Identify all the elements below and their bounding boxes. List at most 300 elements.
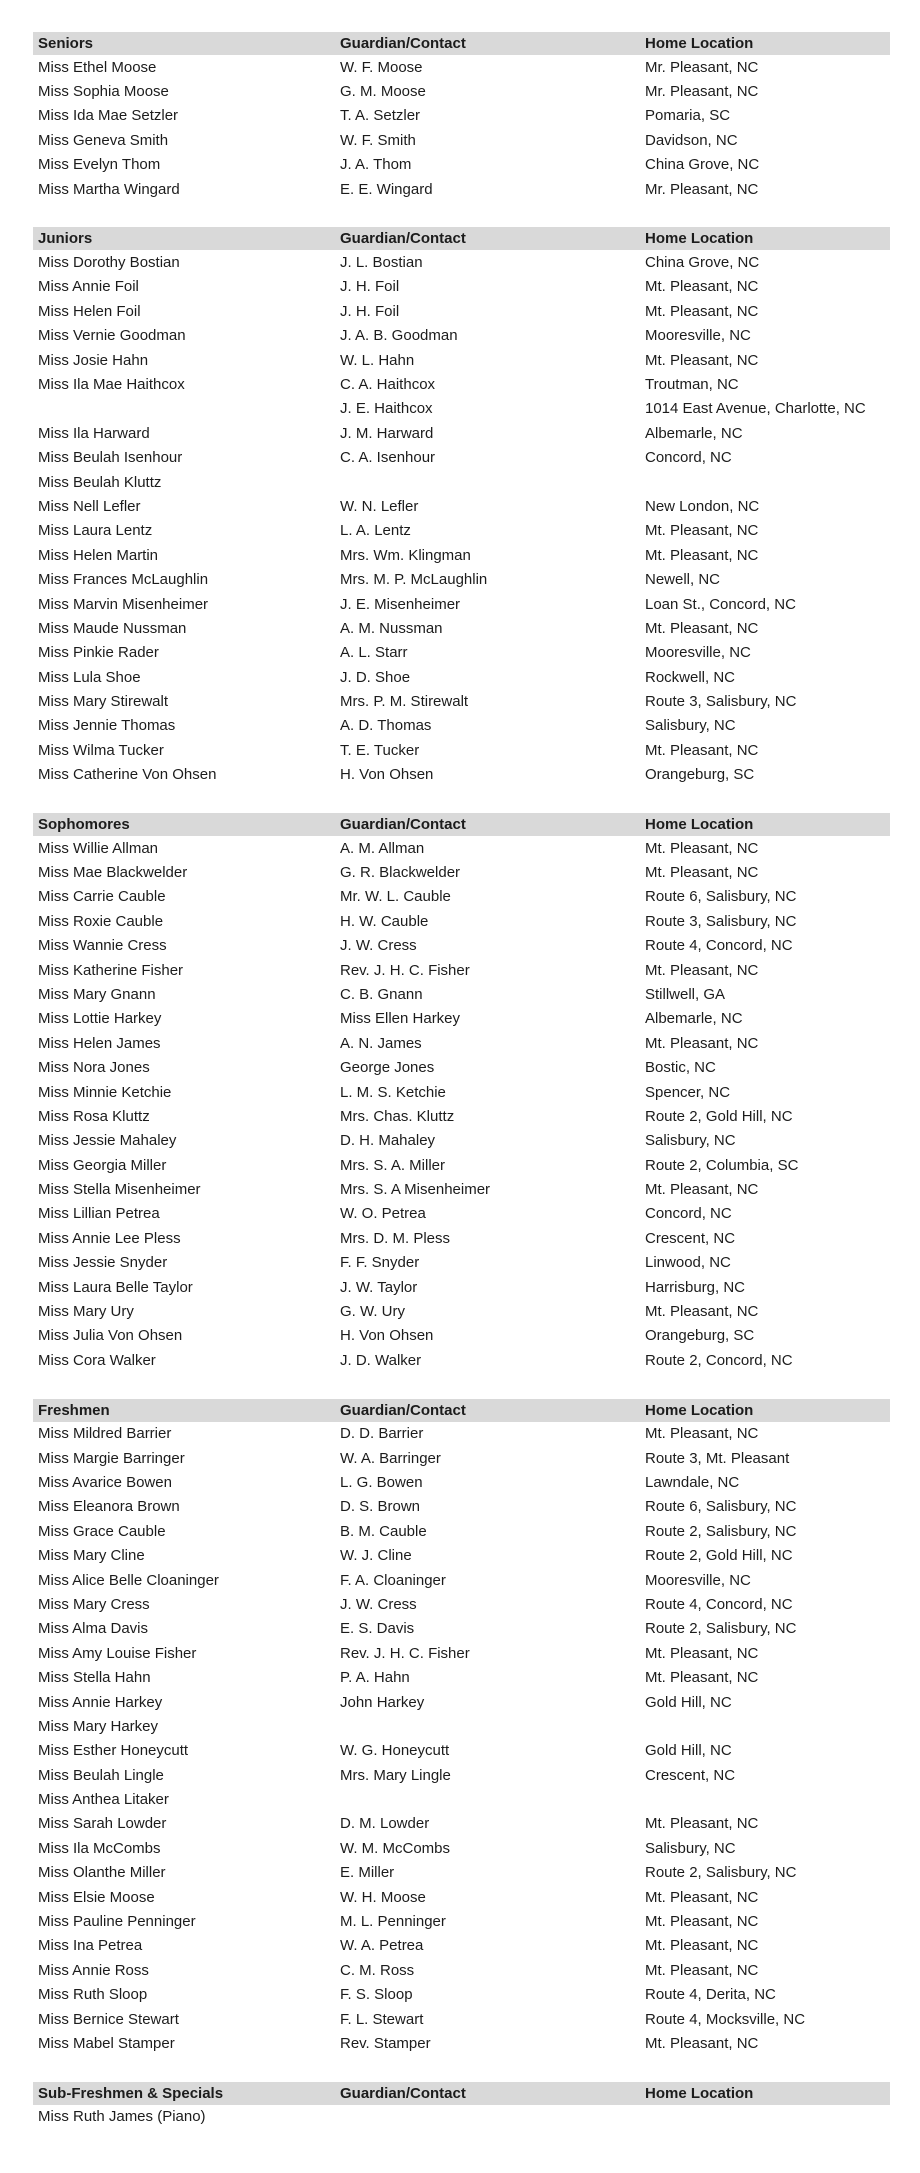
home-location: Stillwell, GA: [645, 985, 726, 1003]
guardian-name: J. W. Cress: [340, 1595, 417, 1613]
guardian-name: B. M. Cauble: [340, 1522, 427, 1540]
student-name: Miss Ethel Moose: [38, 58, 157, 76]
guardian-name: Rev. J. H. C. Fisher: [340, 961, 470, 979]
home-location: Mr. Pleasant, NC: [645, 180, 759, 198]
student-name: Miss Jessie Snyder: [38, 1254, 168, 1272]
student-name: Miss Catherine Von Ohsen: [38, 766, 217, 784]
home-location: Salisbury, NC: [645, 1839, 736, 1857]
student-name: Miss Beulah Isenhour: [38, 449, 183, 467]
student-name: Miss Mary Cline: [38, 1547, 145, 1565]
home-location: Mt. Pleasant, NC: [645, 2034, 759, 2052]
home-location: Mt. Pleasant, NC: [645, 1913, 759, 1931]
home-location: Mr. Pleasant, NC: [645, 58, 759, 76]
student-row: [38, 836, 920, 860]
student-row: [38, 1177, 920, 1201]
home-location: Route 2, Gold Hill, NC: [645, 1547, 793, 1565]
home-location: Albemarle, NC: [645, 1010, 743, 1028]
home-location: New London, NC: [645, 497, 760, 515]
guardian-name: L. A. Lentz: [340, 522, 411, 540]
student-row: [38, 616, 920, 640]
student-name: Miss Nell Lefler: [38, 497, 141, 515]
home-location: Route 2, Salisbury, NC: [645, 1620, 797, 1638]
guardian-name: J. H. Foil: [340, 302, 400, 320]
guardian-name: F. S. Sloop: [340, 1986, 413, 2004]
home-location: Route 2, Concord, NC: [645, 1351, 793, 1369]
student-row: [38, 934, 920, 958]
guardian-name: G. R. Blackwelder: [340, 864, 461, 882]
guardian-name: H. Von Ohsen: [340, 766, 434, 784]
student-name: Miss Beulah Lingle: [38, 1766, 164, 1784]
home-location: Mt. Pleasant, NC: [645, 839, 759, 857]
student-row: [38, 1983, 920, 2007]
guardian-contact-column-header: Guardian/Contact: [340, 35, 466, 52]
guardian-name: C. A. Isenhour: [340, 449, 436, 467]
home-location-column-header: Home Location: [645, 815, 754, 833]
student-name: Miss Annie Lee Pless: [38, 1229, 181, 1247]
student-row: [38, 348, 920, 372]
student-row: [38, 519, 920, 543]
student-name: Miss Martha Wingard: [38, 180, 180, 198]
home-location: Mt. Pleasant, NC: [645, 302, 759, 320]
guardian-contact-column-header: Guardian/Contact: [340, 1401, 466, 1419]
home-location: Linwood, NC: [645, 1254, 731, 1272]
home-location: Gold Hill, NC: [645, 1742, 732, 1760]
student-name: Miss Dorothy Bostian: [38, 254, 180, 272]
guardian-name: W. L. Hahn: [340, 351, 415, 369]
student-row: [38, 1641, 920, 1665]
student-name: Miss Jessie Mahaley: [38, 1132, 177, 1150]
student-row: [38, 1861, 920, 1885]
student-name: Miss Geneva Smith: [38, 131, 169, 149]
guardian-name: George Jones: [340, 1059, 435, 1077]
student-row: [38, 738, 920, 762]
section-rows: [0, 836, 920, 1373]
home-location: Route 2, Columbia, SC: [645, 1156, 799, 1174]
student-row: [38, 1714, 920, 1738]
student-row: [38, 1422, 920, 1446]
student-row: [38, 1787, 920, 1811]
student-name: Miss Ila Mae Haithcox: [38, 375, 185, 393]
student-name: Miss Margie Barringer: [38, 1449, 185, 1467]
guardian-name: Mrs. S. A Misenheimer: [340, 1181, 491, 1199]
home-location: Mt. Pleasant, NC: [645, 864, 759, 882]
home-location-column-header: Home Location: [645, 2084, 754, 2102]
student-row: [38, 1934, 920, 1958]
guardian-name: W. A. Barringer: [340, 1449, 441, 1467]
student-name: Miss Sarah Lowder: [38, 1815, 167, 1833]
home-location: China Grove, NC: [645, 254, 760, 272]
student-row: [38, 1739, 920, 1763]
guardian-name: J. E. Misenheimer: [340, 595, 461, 613]
student-row: [38, 494, 920, 518]
student-name: Miss Mae Blackwelder: [38, 864, 188, 882]
student-name: Miss Annie Harkey: [38, 1693, 163, 1711]
home-location: Route 4, Concord, NC: [645, 1595, 793, 1613]
home-location: Lawndale, NC: [645, 1474, 740, 1491]
guardian-name: F. L. Stewart: [340, 2010, 424, 2028]
student-row: [38, 763, 920, 787]
student-name: Miss Josie Hahn: [38, 351, 149, 369]
guardian-name: W. G. Honeycutt: [340, 1742, 450, 1760]
home-location: Mt. Pleasant, NC: [645, 546, 759, 564]
guardian-name: J. L. Bostian: [340, 254, 423, 272]
guardian-name: J. D. Shoe: [340, 668, 411, 686]
student-name: Miss Maude Nussman: [38, 619, 187, 637]
guardian-contact-column-header: Guardian/Contact: [340, 230, 466, 248]
home-location: Mt. Pleasant, NC: [645, 619, 759, 637]
student-row: [38, 1568, 920, 1592]
home-location-column-header: Home Location: [645, 230, 754, 248]
home-location: Concord, NC: [645, 449, 732, 467]
guardian-name: J. W. Taylor: [340, 1278, 418, 1296]
section-title: Seniors: [38, 35, 94, 52]
student-row: [38, 177, 920, 201]
home-location: Mooresville, NC: [645, 327, 751, 345]
home-location: Route 3, Salisbury, NC: [645, 693, 797, 711]
guardian-contact-column-header: Guardian/Contact: [340, 815, 466, 833]
student-name: Miss Esther Honeycutt: [38, 1742, 189, 1760]
section-header: [33, 813, 890, 836]
student-name: Miss Helen Martin: [38, 546, 159, 564]
student-row: [38, 1543, 920, 1567]
section-title: Sub-Freshmen & Specials: [38, 2084, 224, 2102]
section-header: [33, 32, 890, 55]
guardian-name: F. A. Cloaninger: [340, 1571, 446, 1589]
guardian-name: G. M. Moose: [340, 83, 426, 101]
student-row: [38, 1665, 920, 1689]
student-row: [38, 55, 920, 79]
home-location: Orangeburg, SC: [645, 766, 755, 784]
student-row: [38, 1617, 920, 1641]
guardian-name: T. A. Setzler: [340, 107, 421, 125]
student-name: Miss Ina Petrea: [38, 1937, 143, 1955]
guardian-name: G. W. Ury: [340, 1303, 405, 1321]
home-location: Mt. Pleasant, NC: [645, 1669, 759, 1687]
home-location: Mooresville, NC: [645, 1571, 751, 1589]
student-name: Miss Nora Jones: [38, 1059, 150, 1077]
guardian-name: L. M. S. Ketchie: [340, 1083, 446, 1101]
guardian-name: A. N. James: [340, 1034, 422, 1052]
student-row: [38, 470, 920, 494]
student-row: [38, 909, 920, 933]
home-location: Route 2, Salisbury, NC: [645, 1522, 797, 1540]
guardian-name: Rev. Stamper: [340, 2034, 431, 2052]
student-row: [38, 567, 920, 591]
student-row: [38, 1324, 920, 1348]
student-row: [38, 2031, 920, 2055]
student-row: [38, 1763, 920, 1787]
student-row: [38, 592, 920, 616]
student-row: [38, 397, 920, 421]
roster-section: [0, 2082, 920, 2129]
student-name: Miss Stella Misenheimer: [38, 1181, 201, 1199]
home-location: Route 3, Salisbury, NC: [645, 912, 797, 930]
guardian-name: W. A. Petrea: [340, 1937, 424, 1955]
student-name: Miss Pinkie Rader: [38, 644, 159, 662]
guardian-name: Mrs. P. M. Stirewalt: [340, 693, 469, 711]
guardian-name: John Harkey: [340, 1693, 425, 1711]
guardian-name: D. H. Mahaley: [340, 1132, 436, 1150]
guardian-name: C. M. Ross: [340, 1961, 415, 1979]
student-name: Miss Mary Harkey: [38, 1717, 159, 1735]
guardian-name: Mrs. D. M. Pless: [340, 1229, 451, 1247]
guardian-name: Miss Ellen Harkey: [340, 1010, 461, 1028]
student-row: [38, 1958, 920, 1982]
student-row: [38, 1202, 920, 1226]
guardian-name: Mrs. Wm. Klingman: [340, 546, 471, 564]
home-location: Route 4, Mocksville, NC: [645, 2010, 806, 2028]
student-name: Miss Mabel Stamper: [38, 2034, 175, 2052]
student-name: Miss Rosa Kluttz: [38, 1107, 150, 1125]
student-name: Miss Jennie Thomas: [38, 717, 176, 735]
guardian-name: P. A. Hahn: [340, 1669, 410, 1687]
home-location-column-header: Home Location: [645, 35, 754, 52]
student-row: [38, 958, 920, 982]
student-row: [38, 1275, 920, 1299]
student-name: Miss Stella Hahn: [38, 1669, 151, 1687]
student-row: [38, 153, 920, 177]
student-name: Miss Julia Von Ohsen: [38, 1327, 183, 1345]
guardian-name: Mrs. S. A. Miller: [340, 1156, 446, 1174]
student-row: [38, 1031, 920, 1055]
section-title: Freshmen: [38, 1401, 110, 1419]
guardian-name: E. Miller: [340, 1864, 395, 1882]
student-row: [38, 2007, 920, 2031]
guardian-name: J. M. Harward: [340, 424, 434, 442]
student-name: Miss Mary Gnann: [38, 985, 156, 1003]
home-location: Mt. Pleasant, NC: [645, 1961, 759, 1979]
student-row: [38, 275, 920, 299]
student-name: Miss Ila McCombs: [38, 1839, 161, 1857]
guardian-name: Mrs. Mary Lingle: [340, 1766, 451, 1784]
home-location: Pomaria, SC: [645, 107, 731, 125]
student-row: [38, 1129, 920, 1153]
student-row: [38, 1592, 920, 1616]
student-row: [38, 1226, 920, 1250]
student-row: [38, 1446, 920, 1470]
student-row: [38, 860, 920, 884]
home-location: Route 4, Derita, NC: [645, 1986, 776, 2004]
student-row: [38, 1348, 920, 1372]
guardian-name: A. D. Thomas: [340, 717, 432, 735]
guardian-name: Mrs. M. P. McLaughlin: [340, 571, 488, 589]
student-name: Miss Lula Shoe: [38, 668, 141, 686]
home-location: Route 4, Concord, NC: [645, 937, 793, 955]
home-location: Crescent, NC: [645, 1766, 736, 1784]
student-row: [38, 421, 920, 445]
guardian-name: W. M. McCombs: [340, 1839, 451, 1857]
student-row: [38, 1470, 920, 1494]
guardian-name: D. S. Brown: [340, 1498, 421, 1516]
guardian-name: A. M. Allman: [340, 839, 425, 857]
student-name: Miss Mary Stirewalt: [38, 693, 169, 711]
student-row: [38, 372, 920, 396]
student-row: [38, 324, 920, 348]
student-row: [38, 445, 920, 469]
home-location: Newell, NC: [645, 571, 721, 589]
home-location: Davidson, NC: [645, 131, 738, 149]
home-location: Mt. Pleasant, NC: [645, 1937, 759, 1955]
student-name: Miss Beulah Kluttz: [38, 473, 162, 491]
home-location: Mt. Pleasant, NC: [645, 1644, 759, 1662]
student-name: Miss Annie Foil: [38, 278, 139, 296]
guardian-name: J. A. Thom: [340, 156, 412, 174]
guardian-name: J. E. Haithcox: [340, 400, 433, 418]
home-location: Mt. Pleasant, NC: [645, 351, 759, 369]
student-row: [38, 1909, 920, 1933]
home-location: Salisbury, NC: [645, 1132, 736, 1150]
student-name: Miss Wilma Tucker: [38, 741, 164, 759]
home-location: Mt. Pleasant, NC: [645, 1815, 759, 1833]
guardian-name: A. M. Nussman: [340, 619, 443, 637]
student-row: [38, 1495, 920, 1519]
student-name: Miss Helen James: [38, 1034, 161, 1052]
home-location: Mt. Pleasant, NC: [645, 522, 759, 540]
guardian-name: H. Von Ohsen: [340, 1327, 434, 1345]
student-row: [38, 714, 920, 738]
student-row: [38, 1153, 920, 1177]
guardian-name: E. E. Wingard: [340, 180, 433, 198]
student-row: [38, 1080, 920, 1104]
student-name: Miss Evelyn Thom: [38, 156, 161, 174]
home-location: Route 6, Salisbury, NC: [645, 888, 797, 906]
student-row: [38, 885, 920, 909]
guardian-name: Rev. J. H. C. Fisher: [340, 1644, 470, 1662]
student-name: Miss Grace Cauble: [38, 1522, 166, 1540]
guardian-name: W. F. Moose: [340, 58, 423, 76]
student-name: Miss Minnie Ketchie: [38, 1083, 172, 1101]
guardian-contact-column-header: Guardian/Contact: [340, 2084, 466, 2102]
home-location: Route 2, Salisbury, NC: [645, 1864, 797, 1882]
section-rows: [0, 250, 920, 787]
section-rows: [0, 2105, 920, 2129]
student-row: [38, 1836, 920, 1860]
student-name: Miss Georgia Miller: [38, 1156, 167, 1174]
home-location: Mt. Pleasant, NC: [645, 1034, 759, 1052]
home-location-column-header: Home Location: [645, 1401, 754, 1419]
home-location: Bostic, NC: [645, 1059, 716, 1077]
section-title: Sophomores: [38, 815, 130, 833]
student-row: [38, 641, 920, 665]
guardian-name: W. F. Smith: [340, 131, 416, 149]
student-name: Miss Roxie Cauble: [38, 912, 164, 930]
guardian-name: J. D. Walker: [340, 1351, 422, 1369]
home-location: Mt. Pleasant, NC: [645, 1181, 759, 1199]
student-name: Miss Marvin Misenheimer: [38, 595, 209, 613]
home-location: Salisbury, NC: [645, 717, 736, 735]
student-row: [38, 104, 920, 128]
student-row: [38, 1055, 920, 1079]
student-name: Miss Willie Allman: [38, 839, 159, 857]
home-location: Mr. Pleasant, NC: [645, 83, 759, 101]
section-title: Juniors: [38, 230, 93, 248]
student-row: [38, 1007, 920, 1031]
home-location: Route 6, Salisbury, NC: [645, 1498, 797, 1516]
student-name: Miss Lillian Petrea: [38, 1205, 160, 1223]
student-row: [38, 1104, 920, 1128]
student-name: Miss Bernice Stewart: [38, 2010, 179, 2028]
student-name: Miss Annie Ross: [38, 1961, 149, 1979]
sections: [0, 32, 920, 2129]
guardian-name: Mrs. Chas. Kluttz: [340, 1107, 455, 1125]
home-location: Crescent, NC: [645, 1229, 736, 1247]
guardian-name: T. E. Tucker: [340, 741, 420, 759]
student-name: Miss Anthea Litaker: [38, 1791, 169, 1809]
student-name: Miss Vernie Goodman: [38, 327, 186, 345]
home-location: Rockwell, NC: [645, 668, 736, 686]
student-name: Miss Lottie Harkey: [38, 1010, 162, 1028]
guardian-name: M. L. Penninger: [340, 1913, 446, 1931]
home-location: Albemarle, NC: [645, 424, 743, 442]
student-name: Miss Elsie Moose: [38, 1888, 155, 1906]
home-location: Mt. Pleasant, NC: [645, 1303, 759, 1321]
student-name: Miss Amy Louise Fisher: [38, 1644, 197, 1662]
student-row: [38, 2105, 920, 2129]
roster-section: [0, 813, 920, 1373]
student-row: [38, 1519, 920, 1543]
student-name: Miss Alice Belle Cloaninger: [38, 1571, 219, 1589]
student-name: Miss Katherine Fisher: [38, 961, 184, 979]
student-name: Miss Ruth James (Piano): [38, 2108, 206, 2126]
home-location: 1014 East Avenue, Charlotte, NC: [645, 400, 866, 418]
student-row: [38, 79, 920, 103]
student-row: [38, 689, 920, 713]
student-name: Miss Mildred Barrier: [38, 1425, 172, 1443]
student-name: Miss Carrie Cauble: [38, 888, 166, 906]
home-location: Mooresville, NC: [645, 644, 751, 662]
home-location: Harrisburg, NC: [645, 1278, 746, 1296]
student-name: Miss Eleanora Brown: [38, 1498, 180, 1516]
student-name: Miss Wannie Cress: [38, 937, 167, 955]
student-name: Miss Alma Davis: [38, 1620, 149, 1638]
home-location: Mt. Pleasant, NC: [645, 1425, 759, 1443]
student-row: [38, 1251, 920, 1275]
student-name: Miss Frances McLaughlin: [38, 571, 209, 589]
guardian-name: D. M. Lowder: [340, 1815, 430, 1833]
student-name: Miss Cora Walker: [38, 1351, 156, 1369]
guardian-name: D. D. Barrier: [340, 1425, 424, 1443]
guardian-name: F. F. Snyder: [340, 1254, 420, 1272]
guardian-name: E. S. Davis: [340, 1620, 415, 1638]
student-row: [38, 665, 920, 689]
student-name: Miss Sophia Moose: [38, 83, 169, 101]
student-name: Miss Ida Mae Setzler: [38, 107, 179, 125]
guardian-name: W. J. Cline: [340, 1547, 412, 1565]
section-header: [33, 227, 890, 250]
student-row: [38, 1299, 920, 1323]
home-location: Mt. Pleasant, NC: [645, 741, 759, 759]
home-location: China Grove, NC: [645, 156, 760, 174]
student-name: Miss Mary Ury: [38, 1303, 134, 1321]
student-name: Miss Helen Foil: [38, 302, 141, 320]
home-location: Concord, NC: [645, 1205, 732, 1223]
guardian-name: W. O. Petrea: [340, 1205, 426, 1223]
student-name: Miss Olanthe Miller: [38, 1864, 166, 1882]
guardian-name: J. A. B. Goodman: [340, 327, 458, 345]
student-name: Miss Avarice Bowen: [38, 1474, 172, 1491]
roster-section: [0, 32, 920, 201]
roster-section: [0, 1399, 920, 2056]
guardian-name: H. W. Cauble: [340, 912, 429, 930]
student-row: [38, 250, 920, 274]
student-name: Miss Pauline Penninger: [38, 1913, 196, 1931]
home-location: Mt. Pleasant, NC: [645, 1888, 759, 1906]
home-location: Troutman, NC: [645, 375, 739, 393]
student-row: [38, 1885, 920, 1909]
home-location: Orangeburg, SC: [645, 1327, 755, 1345]
section-rows: [0, 1422, 920, 2056]
student-row: [38, 982, 920, 1006]
